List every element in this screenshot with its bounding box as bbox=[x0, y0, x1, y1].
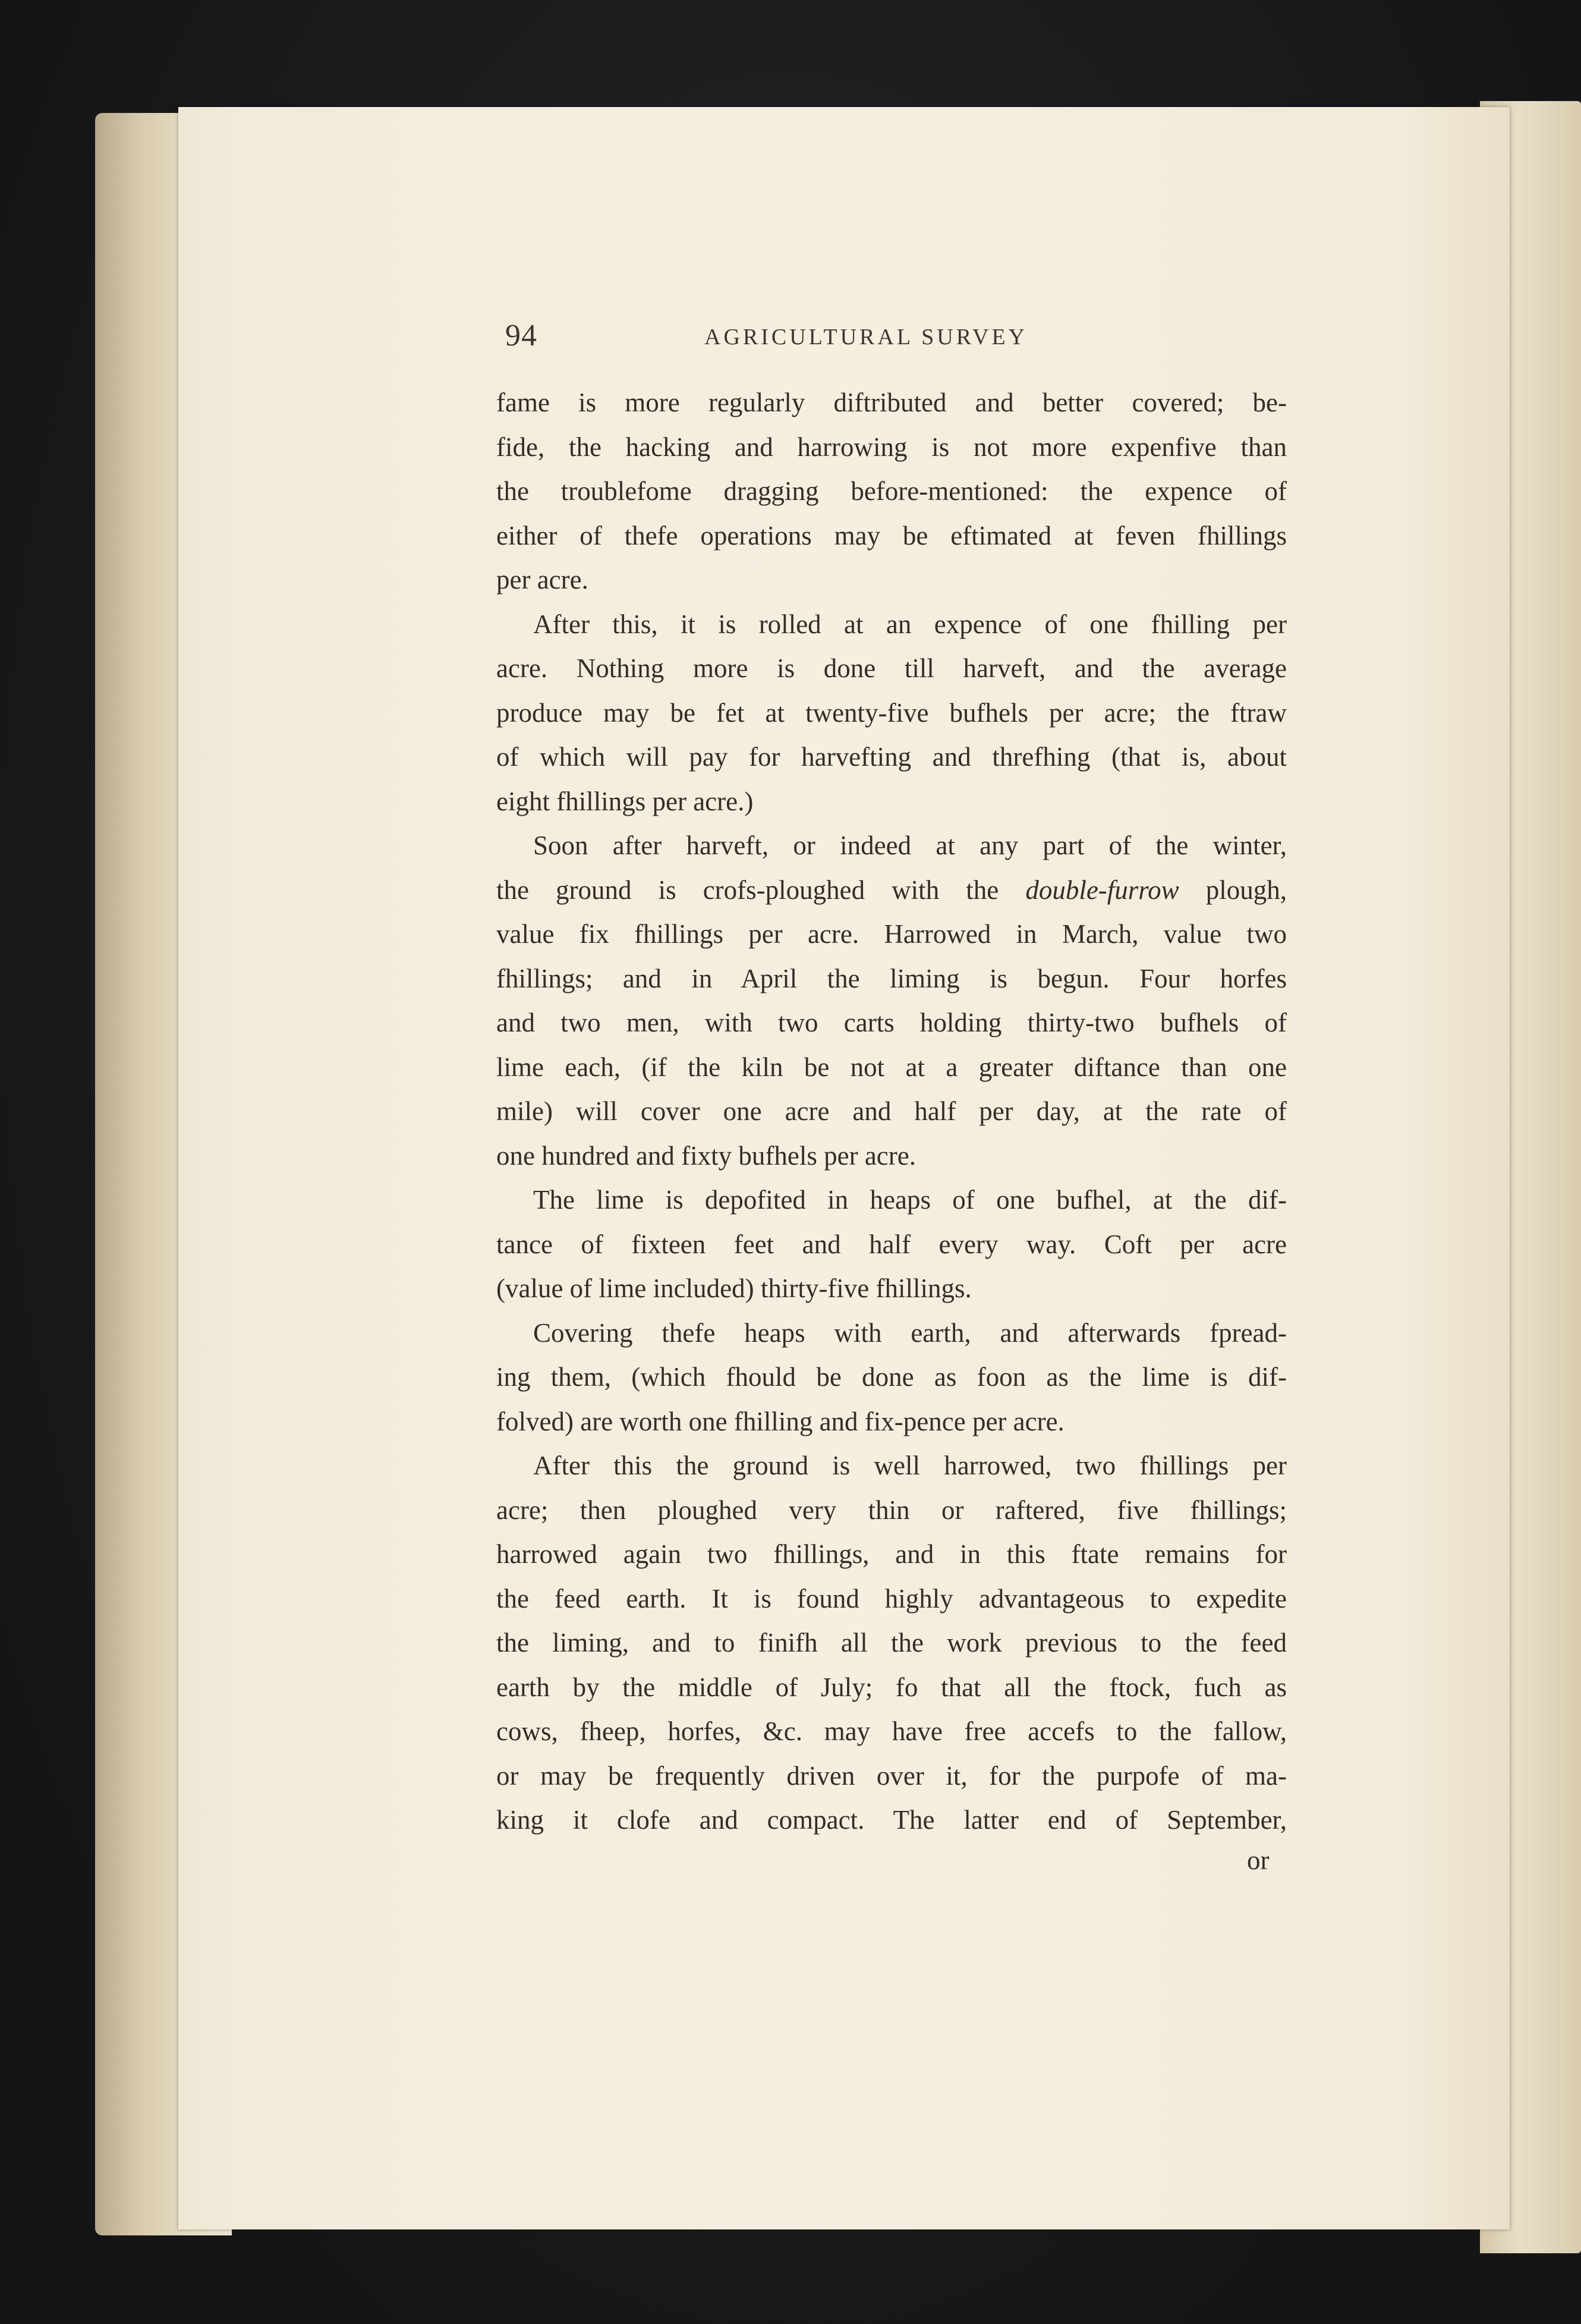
text-line: After this the ground is well harrowed, two fhillings per bbox=[533, 1451, 1287, 1480]
text-line: and two men, with two carts holding thirty-two bufhels of bbox=[496, 1008, 1287, 1037]
text-line: After this, it is rolled at an expence of one fhilling per bbox=[533, 609, 1287, 639]
text-line: acre. Nothing more is done till harveft, and the average bbox=[496, 653, 1287, 683]
text-line: king it clofe and compact. The latter end of September, bbox=[496, 1805, 1287, 1835]
running-head: AGRICULTURAL SURVEY bbox=[704, 325, 1028, 350]
text-line: fame is more regularly diftributed and better covered; be- bbox=[496, 388, 1287, 417]
text-line: of which will pay for harvefting and threfhing (that is, about bbox=[496, 742, 1287, 772]
text-line: or may be frequently driven over it, for the purpofe of ma- bbox=[496, 1760, 1287, 1791]
text-line: earth by the middle of July; fo that all the ftock, fuch as bbox=[496, 1672, 1287, 1702]
text-line: value fix fhillings per acre. Harrowed in March, value two bbox=[496, 919, 1287, 949]
text-line: fide, the hacking and harrowing is not more expenfive than bbox=[496, 432, 1287, 462]
text-line: the liming, and to finifh all the work previous to the feed bbox=[496, 1628, 1287, 1658]
text-line: folved) are worth one fhilling and fix-pence per acre. bbox=[496, 1406, 1065, 1436]
text-line: eight fhillings per acre.) bbox=[496, 786, 754, 816]
text-line: tance of fixteen feet and half every way. Coft per acre bbox=[496, 1229, 1287, 1259]
body-text bbox=[496, 380, 1287, 1842]
text-line: the troublefome dragging before-mentioned: the expence of bbox=[496, 476, 1287, 506]
text-line: harrowed again two fhillings, and in this ftate remains for bbox=[496, 1539, 1287, 1569]
text-line: Soon after harveft, or indeed at any part of the winter, bbox=[533, 831, 1287, 860]
text-line: The lime is depofited in heaps of one bufhel, at the dif- bbox=[533, 1185, 1287, 1215]
page-header bbox=[321, 318, 1284, 360]
text-line: per acre. bbox=[496, 565, 588, 595]
text-line: cows, fheep, horfes, &c. may have free accefs to the fallow, bbox=[496, 1716, 1287, 1746]
text-line: lime each, (if the kiln be not at a greater diftance than one bbox=[496, 1052, 1287, 1082]
text-line: the ground is crofs-ploughed with the double-furrow plough, bbox=[496, 875, 1287, 905]
text-line: mile) will cover one acre and half per day, at the rate of bbox=[496, 1096, 1287, 1126]
text-line: either of thefe operations may be eftimated at feven fhillings bbox=[496, 520, 1287, 551]
page-number: 94 bbox=[505, 319, 537, 353]
text-line: acre; then ploughed very thin or raftered, five fhillings; bbox=[496, 1495, 1287, 1525]
text-line: (value of lime included) thirty-five fhillings. bbox=[496, 1273, 972, 1303]
catchword: or bbox=[1247, 1845, 1270, 1875]
text-line: produce may be fet at twenty-five bufhels per acre; the ftraw bbox=[496, 697, 1287, 728]
text-line: the feed earth. It is found highly advantageous to expedite bbox=[496, 1583, 1287, 1614]
text-line: fhillings; and in April the liming is begun. Four horfes bbox=[496, 963, 1287, 993]
italic-term: double-furrow bbox=[1025, 875, 1179, 905]
text-line: one hundred and fixty bufhels per acre. bbox=[496, 1140, 916, 1171]
text-line: ing them, (which fhould be done as foon as the lime is dif- bbox=[496, 1362, 1287, 1392]
text-line: Covering thefe heaps with earth, and afterwards fpread- bbox=[533, 1317, 1287, 1348]
